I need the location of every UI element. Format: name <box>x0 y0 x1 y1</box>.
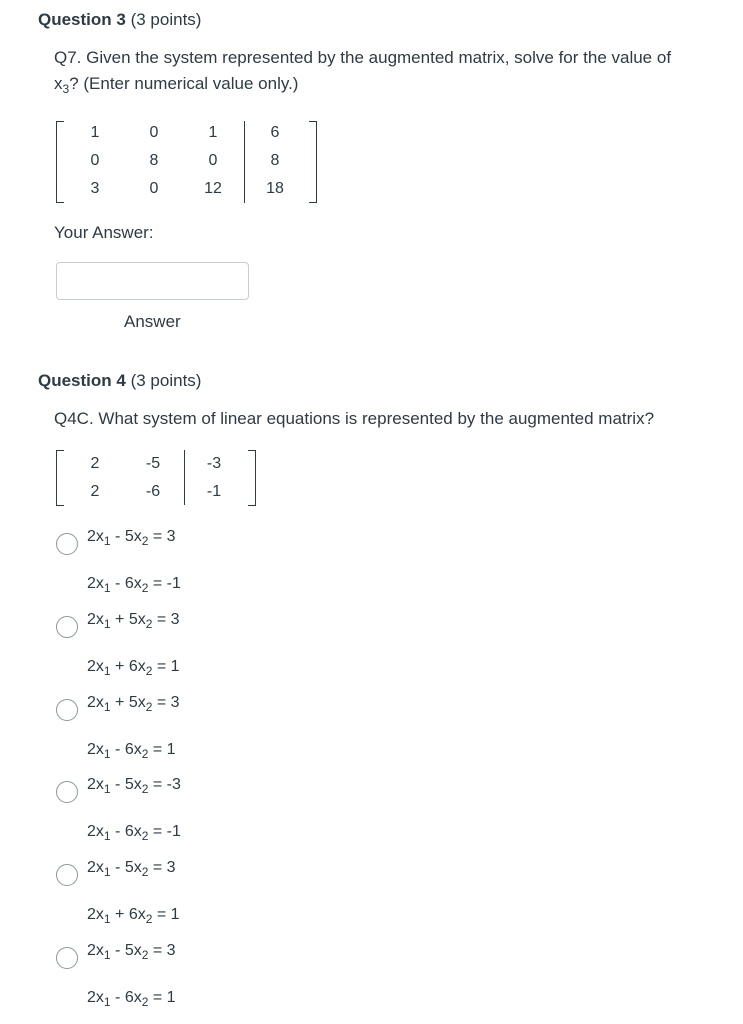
q3-matrix-cell: 0 <box>149 180 159 197</box>
eq-term: 2x <box>87 741 104 758</box>
eq-sub: 1 <box>103 912 111 926</box>
eq-sub: 2 <box>141 865 149 879</box>
eq-sub: 2 <box>145 700 153 714</box>
q3-matrix-cell: 1 <box>90 124 100 141</box>
eq-rhs: = -3 <box>148 776 181 793</box>
question-3-heading: Question 3 <box>38 10 126 29</box>
eq-sub: 2 <box>141 782 149 796</box>
question-3-title <box>38 10 201 30</box>
option-2-eq2 <box>87 658 180 676</box>
q3-matrix-cell: 18 <box>266 180 284 197</box>
q3-matrix-cell: 12 <box>204 180 222 197</box>
eq-term: 2x <box>87 611 104 628</box>
option-2-radio[interactable] <box>56 616 78 638</box>
eq-term: + 6x <box>110 658 146 675</box>
eq-sub: 1 <box>103 747 111 761</box>
eq-term: - 5x <box>110 859 142 876</box>
option-4-eq2 <box>87 823 181 841</box>
eq-sub: 1 <box>103 664 111 678</box>
option-4-radio[interactable] <box>56 781 78 803</box>
q3-matrix-cell: 0 <box>208 152 218 169</box>
eq-sub: 1 <box>103 948 111 962</box>
question-3-var-sub: 3 <box>62 82 70 96</box>
q4-matrix-cell: 2 <box>90 483 100 500</box>
q4-matrix-cell: -3 <box>206 455 222 472</box>
eq-term: 2x <box>87 823 104 840</box>
q3-matrix-cell: 8 <box>270 152 280 169</box>
eq-rhs: = 1 <box>152 658 180 675</box>
eq-rhs: = 1 <box>152 906 180 923</box>
eq-term: + 6x <box>110 906 146 923</box>
eq-sub: 2 <box>145 664 153 678</box>
q3-matrix-cell: 1 <box>208 124 218 141</box>
option-1-eq2 <box>87 575 181 593</box>
q3-matrix-cell: 8 <box>149 152 159 169</box>
option-3-eq1 <box>87 694 180 712</box>
eq-term: - 6x <box>110 823 142 840</box>
q4-matrix-cell: -6 <box>145 483 161 500</box>
eq-sub: 2 <box>145 912 153 926</box>
eq-rhs: = 3 <box>152 611 180 628</box>
eq-term: + 5x <box>110 611 146 628</box>
eq-rhs: = -1 <box>148 823 181 840</box>
q3-matrix-cell: 0 <box>90 152 100 169</box>
q4-matrix-cell: -1 <box>206 483 222 500</box>
question-4-points: (3 points) <box>130 371 202 390</box>
option-4-eq1 <box>87 776 181 794</box>
eq-sub: 2 <box>141 581 149 595</box>
eq-sub: 1 <box>103 829 111 843</box>
eq-term: 2x <box>87 859 104 876</box>
question-3-text-line1: Q7. Given the system represented by the augmented matrix, solve for the value of <box>54 48 672 67</box>
eq-sub: 1 <box>103 617 111 631</box>
option-1-radio[interactable] <box>56 533 78 555</box>
option-5-radio[interactable] <box>56 864 78 886</box>
eq-term: 2x <box>87 658 104 675</box>
eq-rhs: = 3 <box>148 942 176 959</box>
question-4-heading: Question 4 <box>38 371 126 390</box>
q4-matrix-cell: 2 <box>90 455 100 472</box>
eq-rhs: = -1 <box>148 575 181 592</box>
eq-term: - 6x <box>110 741 142 758</box>
eq-term: 2x <box>87 575 104 592</box>
eq-sub: 2 <box>141 829 149 843</box>
eq-rhs: = 3 <box>148 859 176 876</box>
q4-matrix-cell: -5 <box>145 455 161 472</box>
eq-sub: 1 <box>103 782 111 796</box>
eq-term: 2x <box>87 694 104 711</box>
eq-sub: 2 <box>141 948 149 962</box>
your-answer-label: Your Answer: <box>54 223 154 242</box>
eq-sub: 1 <box>103 995 111 1009</box>
eq-term: - 5x <box>110 776 142 793</box>
q4-matrix-right-bracket <box>248 450 256 506</box>
eq-term: 2x <box>87 906 104 923</box>
q4-matrix-left-bracket <box>56 450 64 506</box>
eq-term: + 5x <box>110 694 146 711</box>
eq-term: - 6x <box>110 989 142 1006</box>
q4-matrix-augment-line <box>184 450 185 505</box>
question-3-var: x <box>54 74 63 93</box>
option-2-eq1 <box>87 611 180 629</box>
question-3-points: (3 points) <box>130 10 202 29</box>
q3-matrix-cell: 3 <box>90 180 100 197</box>
option-3-radio[interactable] <box>56 699 78 721</box>
option-5-eq2 <box>87 906 180 924</box>
q3-matrix-augment-line <box>244 121 245 203</box>
eq-sub: 2 <box>141 534 149 548</box>
eq-term: 2x <box>87 989 104 1006</box>
eq-term: 2x <box>87 942 104 959</box>
question-3-text-line2: ? (Enter numerical value only.) <box>69 74 299 93</box>
eq-sub: 1 <box>103 865 111 879</box>
answer-input[interactable] <box>56 262 249 300</box>
eq-term: - 6x <box>110 575 142 592</box>
option-6-radio[interactable] <box>56 947 78 969</box>
eq-sub: 2 <box>141 995 149 1009</box>
eq-term: 2x <box>87 776 104 793</box>
eq-sub: 1 <box>103 534 111 548</box>
option-6-eq1 <box>87 942 176 960</box>
eq-rhs: = 3 <box>148 528 176 545</box>
eq-sub: 2 <box>141 747 149 761</box>
question-4-prompt: Q4C. What system of linear equations is represented by the augmented matrix? <box>54 409 655 428</box>
option-3-eq2 <box>87 741 176 759</box>
q3-matrix-cell: 0 <box>149 124 159 141</box>
question-3-prompt <box>54 45 734 97</box>
eq-rhs: = 3 <box>152 694 180 711</box>
eq-term: - 5x <box>110 528 142 545</box>
eq-rhs: = 1 <box>148 741 176 758</box>
q3-matrix-left-bracket <box>56 121 64 203</box>
answer-caption: Answer <box>124 312 181 331</box>
eq-sub: 1 <box>103 581 111 595</box>
option-6-eq2 <box>87 989 176 1007</box>
eq-sub: 2 <box>145 617 153 631</box>
q3-matrix-right-bracket <box>309 121 317 203</box>
q3-matrix-cell: 6 <box>270 124 280 141</box>
question-4-title <box>38 371 201 391</box>
eq-sub: 1 <box>103 700 111 714</box>
eq-rhs: = 1 <box>148 989 176 1006</box>
option-5-eq1 <box>87 859 176 877</box>
eq-term: - 5x <box>110 942 142 959</box>
eq-term: 2x <box>87 528 104 545</box>
option-1-eq1 <box>87 528 176 546</box>
